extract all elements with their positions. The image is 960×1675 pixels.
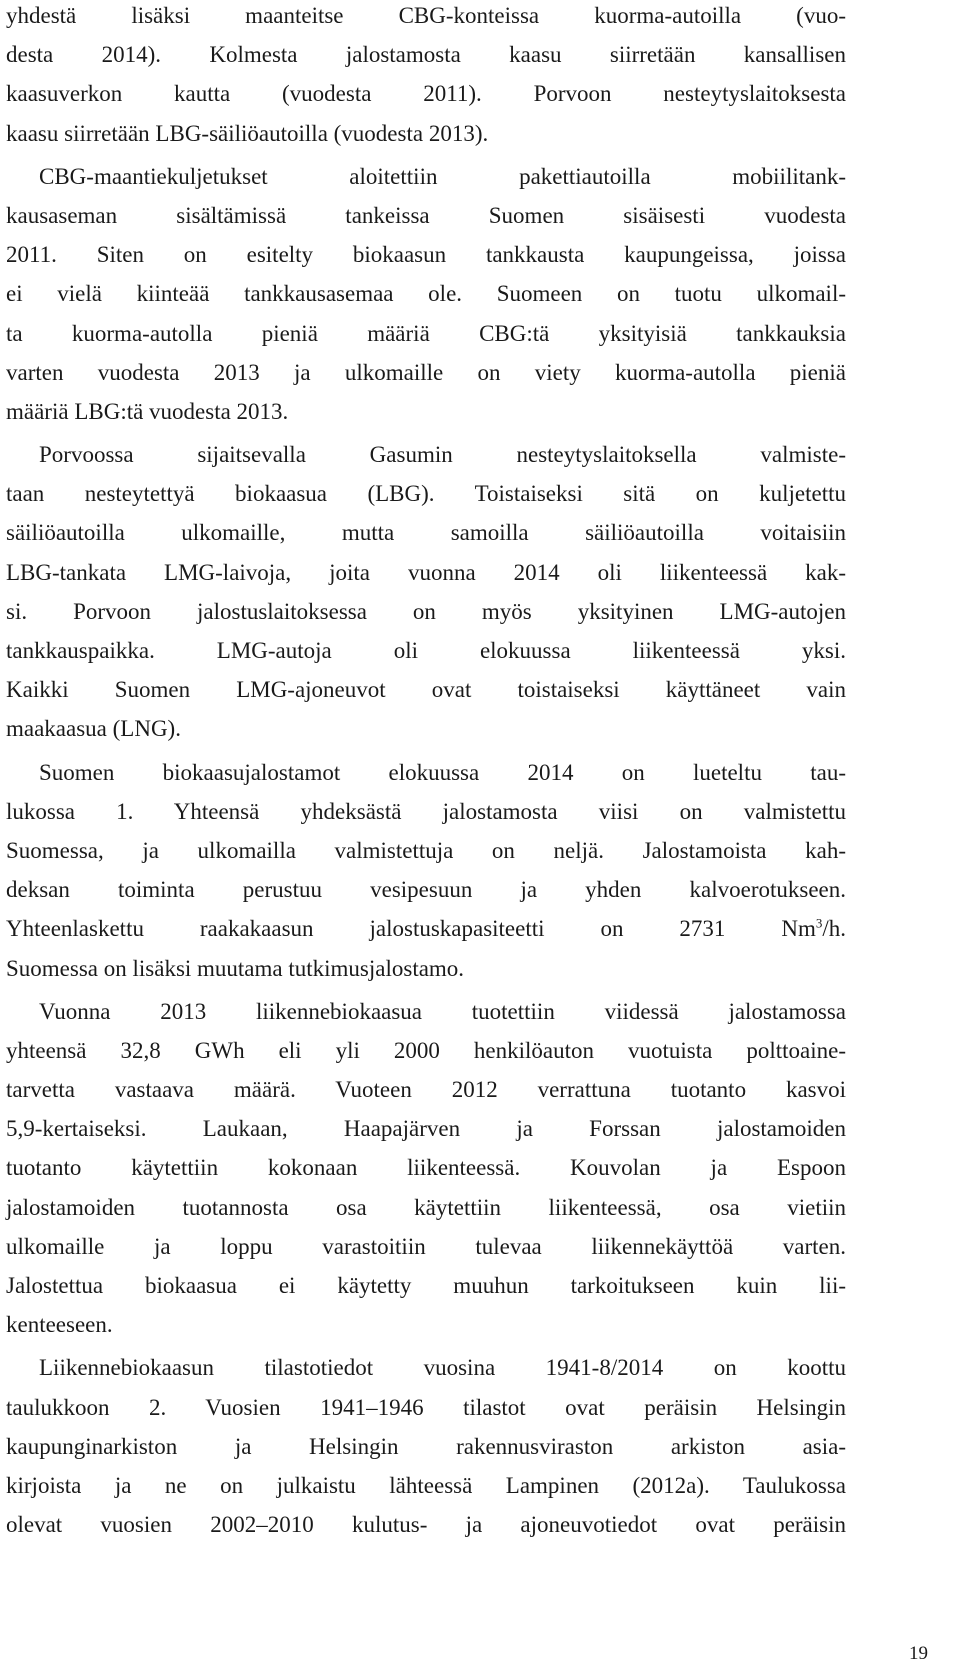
text-line: LBG-tankata LMG-laivoja, joita vuonna 2014 oli liikenteessä kak- <box>6 559 846 585</box>
text-line: ulkomaille ja loppu varastoitiin tulevaa liikennekäyttöä varten. <box>6 1233 846 1259</box>
text-line-with-unit <box>6 915 846 954</box>
text-line: jalostamoiden tuotannosta osa käytettiin liikenteessä, osa vietiin <box>6 1194 846 1220</box>
text-line: Vuonna 2013 liikennebiokaasua tuotettiin viidessä jalostamossa <box>39 998 846 1024</box>
superscript: 3 <box>815 915 823 931</box>
text-line: olevat vuosien 2002–2010 kulutus- ja ajoneuvotiedot ovat peräisin <box>6 1512 846 1538</box>
text-line: maakaasua (LNG). <box>6 716 181 742</box>
paragraph <box>6 1354 846 1550</box>
text-line: Porvoossa sijaitsevalla Gasumin nesteytyslaitoksella valmiste- <box>39 442 846 468</box>
unit-suffix: /h. <box>822 916 846 942</box>
text-line: säiliöautoilla ulkomaille, mutta samoilla säiliöautoilla voitaisiin <box>6 520 846 546</box>
text-line: Suomen biokaasujalostamot elokuussa 2014 on lueteltu tau- <box>39 759 846 785</box>
text-line: tarvetta vastaava määrä. Vuoteen 2012 verrattuna tuotanto kasvoi <box>6 1077 846 1103</box>
text-line: tankkauspaikka. LMG-autoja oli elokuussa liikenteessä yksi. <box>6 638 846 663</box>
text-line: Liikennebiokaasun tilastotiedot vuosina 1941-8/2014 on koottu <box>39 1355 846 1381</box>
text-line: lukossa 1. Yhteensä yhdeksästä jalostamosta viisi on valmistettu <box>6 798 846 824</box>
text-line: kenteeseen. <box>6 1312 113 1338</box>
text-line: yhteensä 32,8 GWh eli yli 2000 henkilöauton vuotuista polttoaine- <box>6 1037 846 1063</box>
page-body <box>6 0 846 1550</box>
text-line: Jalostettua biokaasua ei käytetty muuhun tarkoitukseen kuin lii- <box>6 1273 846 1298</box>
text-line: si. Porvoon jalostuslaitoksessa on myös yksityinen LMG-autojen <box>6 598 846 624</box>
text-line: taulukkoon 2. Vuosien 1941–1946 tilastot ovat peräisin Helsingin <box>6 1394 846 1420</box>
page-number: 19 <box>909 1643 928 1664</box>
paragraph <box>6 0 846 159</box>
text-line: kaasu siirretään LBG-säiliöautoilla (vuodesta 2013). <box>6 120 489 146</box>
text-line: kirjoista ja ne on julkaistu lähteessä Lampinen (2012a). Taulukossa <box>6 1472 846 1498</box>
text-line: Suomessa, ja ulkomailla valmistettuja on neljä. Jalostamoista kah- <box>6 837 846 863</box>
text-line: tuotanto käytettiin kokonaan liikenteessä. Kouvolan ja Espoon <box>6 1155 846 1181</box>
text-line: 2011. Siten on esitelty biokaasun tankkausta kaupungeissa, joissa <box>6 242 846 268</box>
text-line: yhdestä lisäksi maanteitse CBG-konteissa kuorma-autoilla (vuo- <box>6 3 846 28</box>
text-line: 5,9-kertaiseksi. Laukaan, Haapajärven ja Forssan jalostamoiden <box>6 1116 846 1142</box>
paragraph <box>6 163 846 437</box>
text-fragment: Yhteenlaskettu raakakaasun jalostuskapasiteetti on 2731 Nm <box>6 916 816 942</box>
paragraph <box>6 998 846 1351</box>
text-line: määriä LBG:tä vuodesta 2013. <box>6 398 289 424</box>
text-line: kausaseman sisältämissä tankeissa Suomen sisäisesti vuodesta <box>6 202 846 228</box>
text-line: deksan toiminta perustuu vesipesuun ja yhden kalvoerotukseen. <box>6 877 846 903</box>
paragraph <box>6 759 846 994</box>
text-line: ei vielä kiinteää tankkausasemaa ole. Suomeen on tuotu ulkomail- <box>6 281 846 307</box>
text-line: taan nesteytettyä biokaasua (LBG). Toistaiseksi sitä on kuljetettu <box>6 481 846 507</box>
text-line: Suomessa on lisäksi muutama tutkimusjalostamo. <box>6 955 465 981</box>
text-line: ta kuorma-autolla pieniä määriä CBG:tä yksityisiä tankkauksia <box>6 320 846 346</box>
text-line: Kaikki Suomen LMG-ajoneuvot ovat toistaiseksi käyttäneet vain <box>6 677 846 703</box>
text-line: desta 2014). Kolmesta jalostamosta kaasu siirretään kansallisen <box>6 42 846 68</box>
text-line: kaupunginarkiston ja Helsingin rakennusviraston arkiston asia- <box>6 1433 846 1459</box>
text-line: CBG-maantiekuljetukset aloitettiin pakettiautoilla mobiilitank- <box>39 163 846 189</box>
text-line: varten vuodesta 2013 ja ulkomaille on viety kuorma-autolla pieniä <box>6 359 846 385</box>
text-line: kaasuverkon kautta (vuodesta 2011). Porvoon nesteytyslaitoksesta <box>6 81 846 107</box>
paragraph <box>6 441 846 755</box>
